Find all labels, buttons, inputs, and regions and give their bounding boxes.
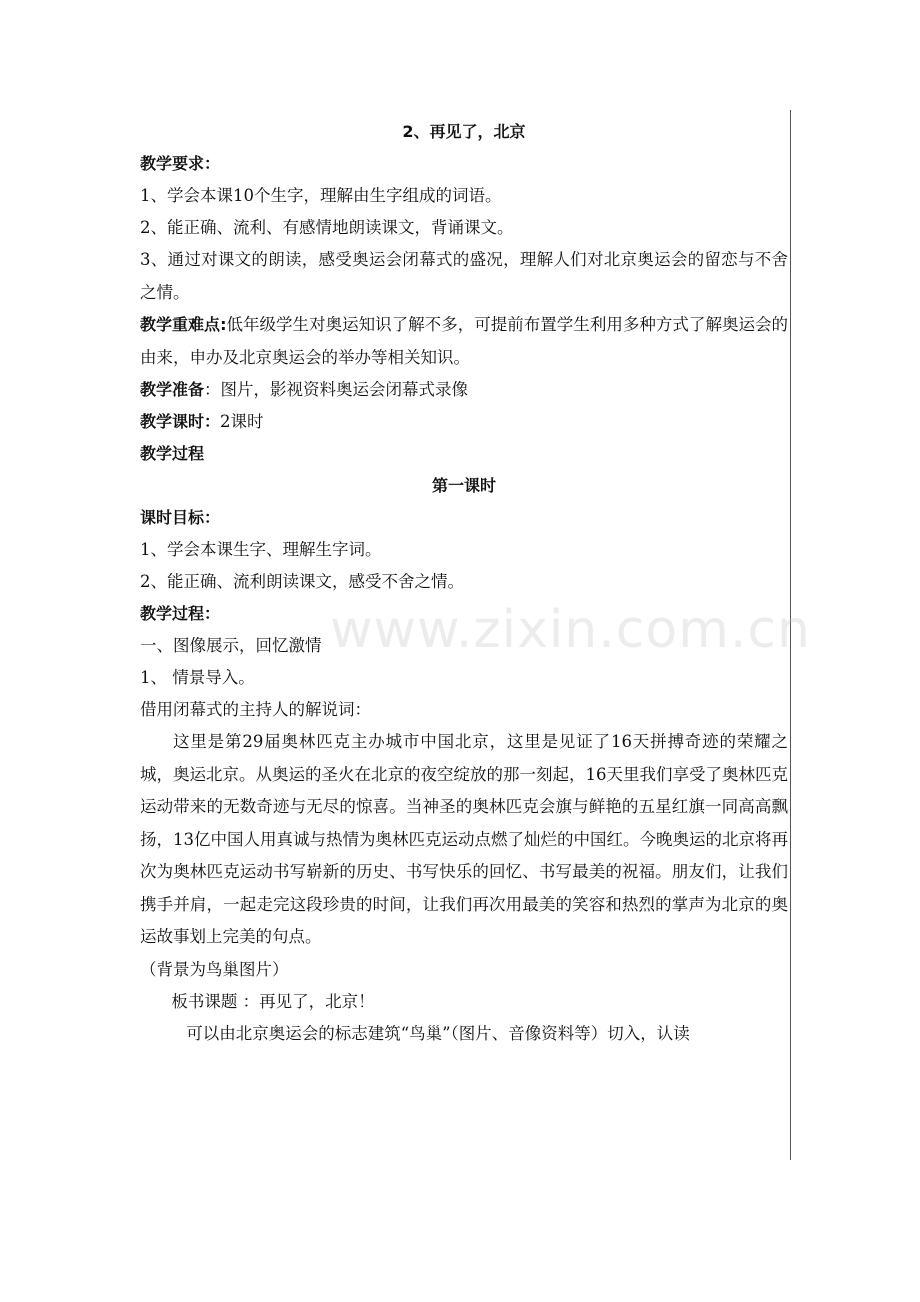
difficulty-label: 教学重难点: [140,315,227,334]
section-heading: 一、图像展示，回忆激情 [140,636,322,655]
goal-item: 2、能正确、流利朗读课文，感受不舍之情。 [140,572,464,591]
document-body [140,116,788,1050]
requirement-item: 3、通过对课文的朗读，感受奥运会闭幕式的盛况，理解人们对北京奥运会的留恋与不舍之情。 [140,250,788,302]
background-note: （背景为鸟巢图片） [140,959,289,979]
document-title: 2、再见了，北京 [402,122,526,141]
intro-line: 借用闭幕式的主持人的解说词： [140,700,371,719]
step-item: 1、 情景导入。 [140,668,255,687]
hours-label: 教学课时： [140,412,221,431]
process-heading: 教学过程 [140,444,205,463]
hours-line [140,406,788,438]
lesson-title: 第一课时 [431,476,496,495]
preparation-line [140,374,788,406]
board-title-line: 板书课题 ：再见了，北京！ [171,991,375,1011]
goal-item: 1、学会本课生字、理解生字词。 [140,540,382,559]
requirement-item: 2、能正确、流利、有感情地朗读课文，背诵课文。 [140,218,514,237]
goals-heading: 课时目标： [140,508,221,527]
preparation-text: ：图片，影视资料奥运会闭幕式录像 [204,380,469,399]
requirement-item: 1、学会本课10个生字，理解由生字组成的词语。 [140,186,502,205]
hours-text: 2课时 [220,412,264,431]
requirements-heading: 教学要求： [140,154,221,173]
lesson-process-heading: 教学过程： [140,604,221,623]
difficulty-paragraph [140,309,788,374]
preparation-label: 教学准备 [140,380,205,399]
watermark: www.zixin.com.cn [330,600,811,660]
difficulty-text: 低年级学生对奥运知识了解不多，可提前布置学生利用多种方式了解奥运会的由来，申办及北京奥运会的举办等相关知识。 [140,315,789,367]
speech-paragraph: 这里是第29届奥林匹克主办城市中国北京，这里是见证了16天拼搏奇迹的荣耀之城，奥运北京。从奥运的圣火在北京的夜空绽放的那一刻起，16天里我们享受了奥林匹克运动带来的无数奇迹与无尽的惊喜。当神圣的奥林匹克会旗与鲜艳的五星红旗一同高高飘扬，13亿中国人用真诚与热情为奥林匹克运动点燃了灿烂的中国红。今晚奥运的北京将再次为奥林匹克运动书写崭新的历史、书写快乐的回忆、书写最美的祝福。朋友们，让我们携手并肩，一起走完这段珍贵的时间，让我们再次用最美的笑容和热烈的掌声为北京的奥运故事划上完美的句点。 [140,732,788,946]
last-line: 可以由北京奥运会的标志建筑“鸟巢”（图片、音像资料等）切入，认读 [186,1023,690,1043]
